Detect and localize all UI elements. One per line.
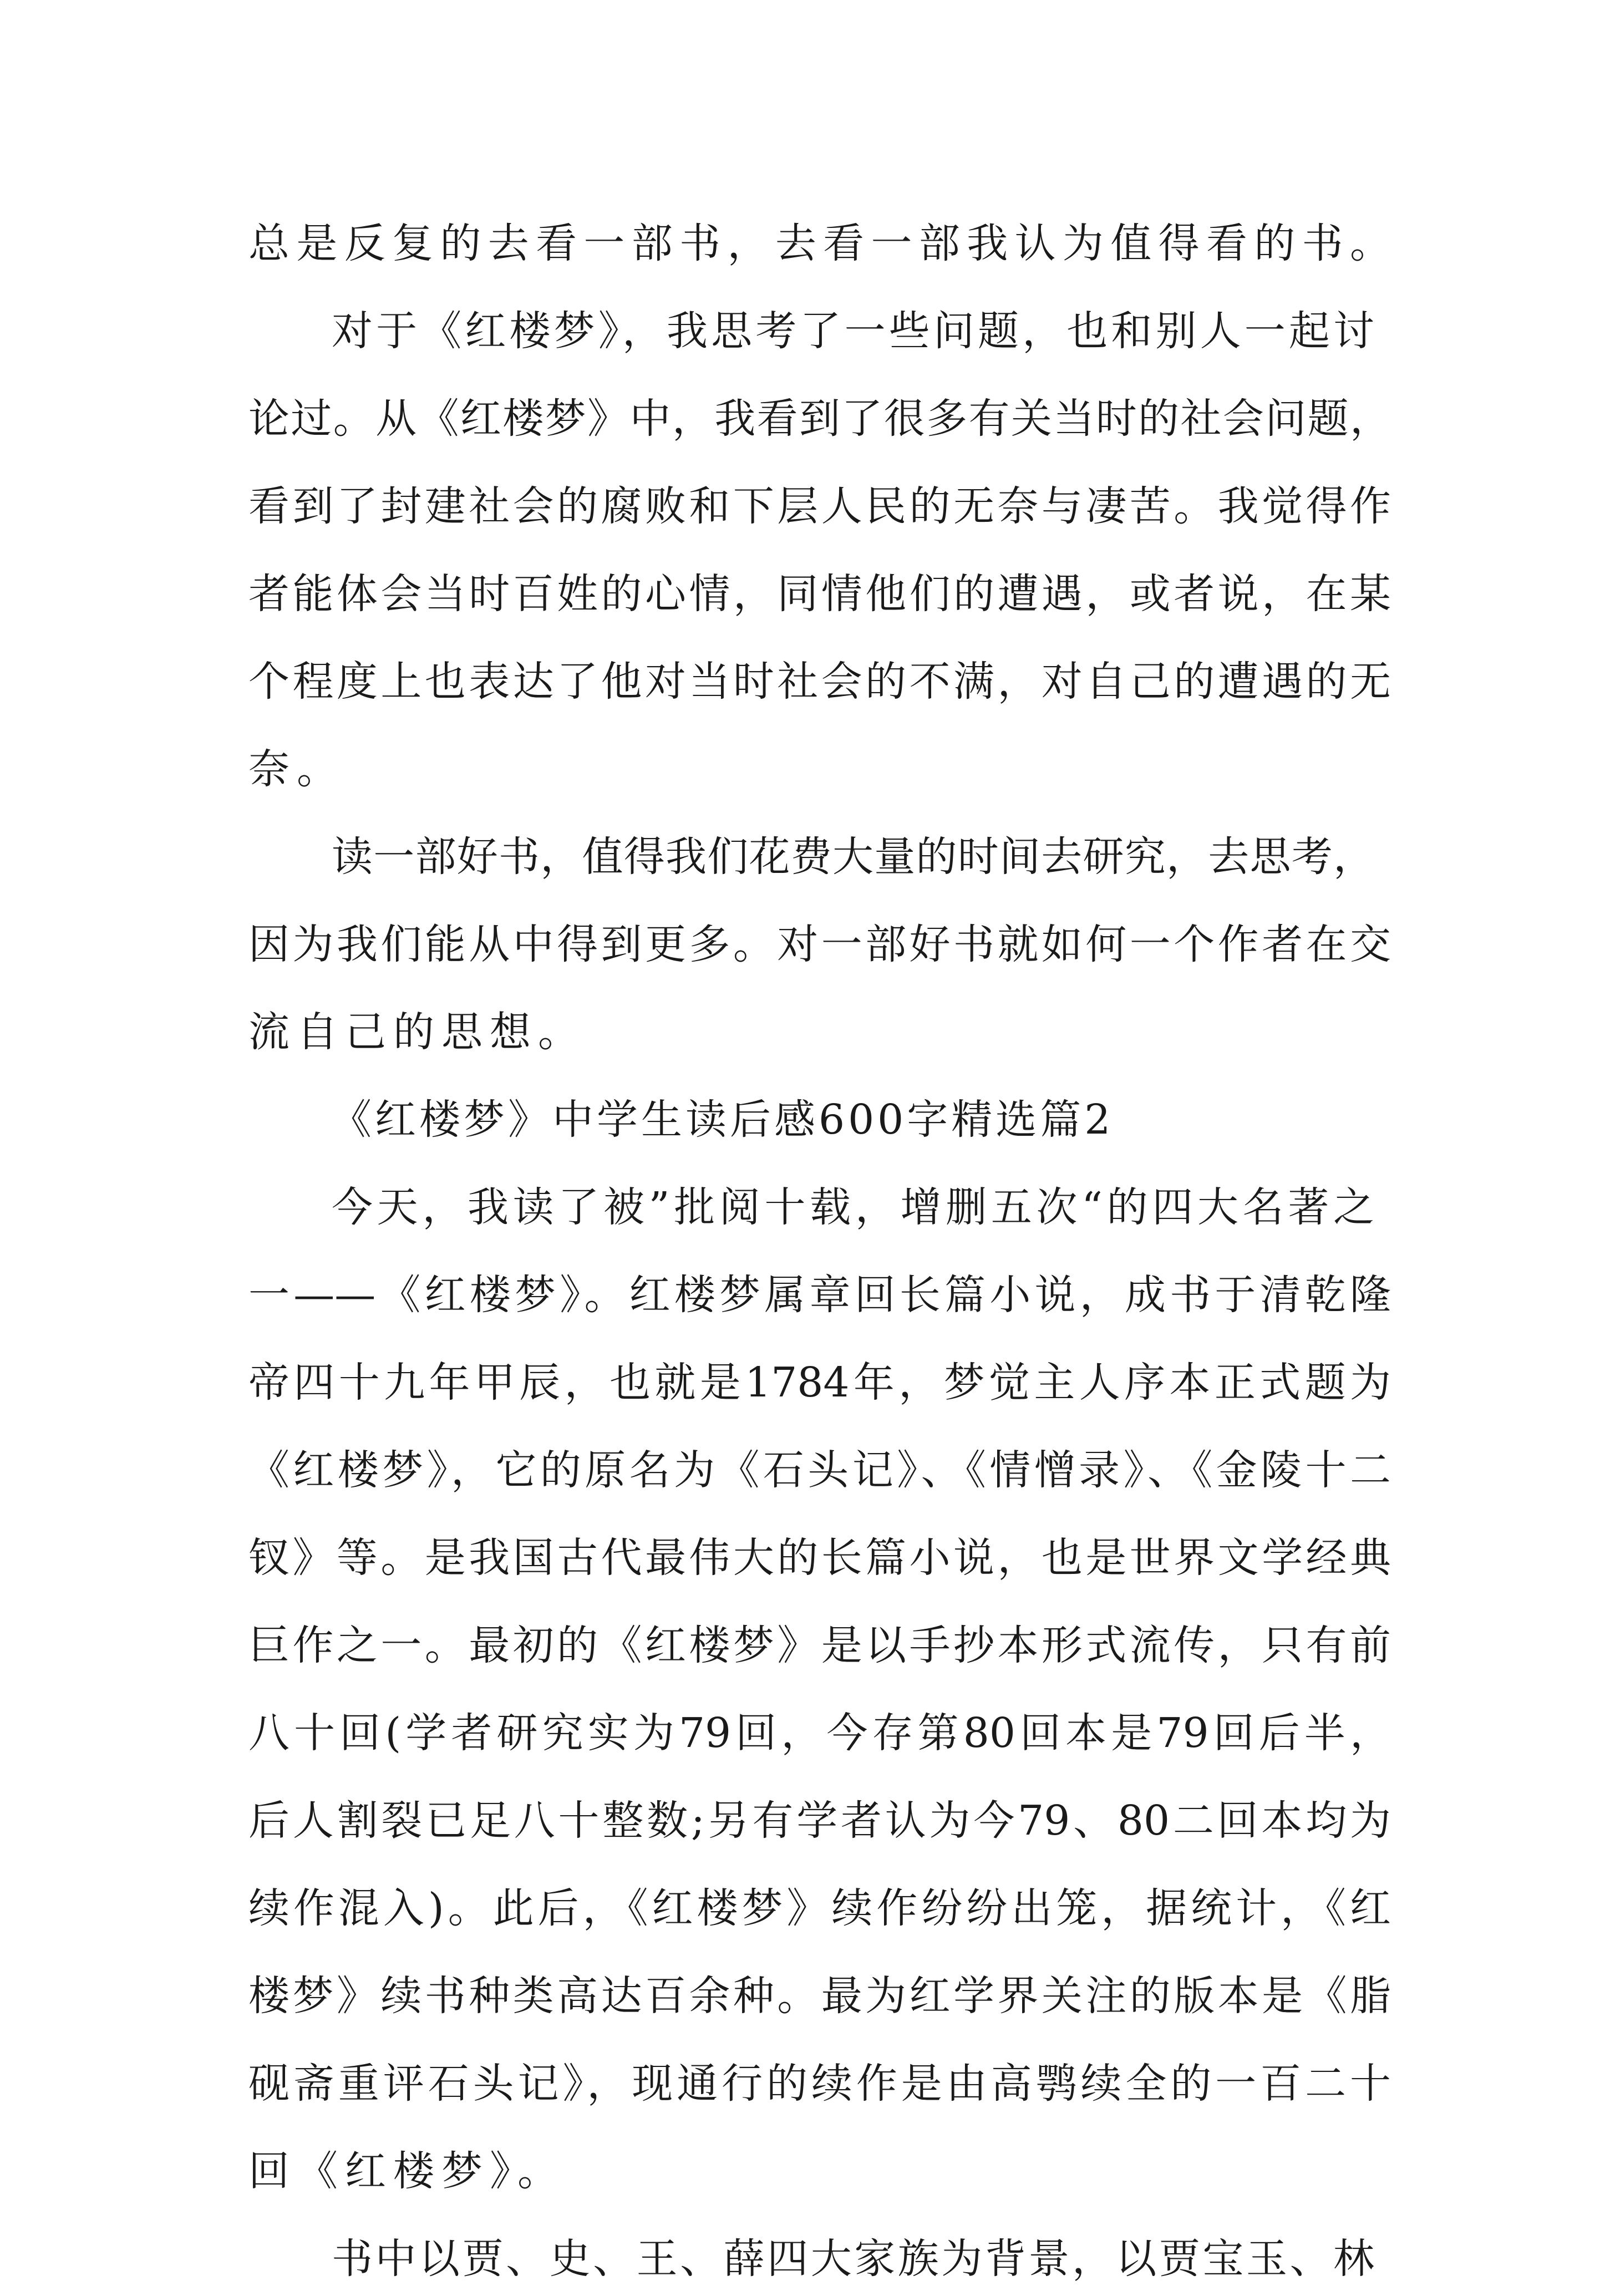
text-line-24: 书中以贾、史、王、薛四大家族为背景，以贾宝玉、林: [332, 2235, 1374, 2283]
text-line-4: 看到了封建社会的腐败和下层人民的无奈与凄苦。我觉得作: [248, 482, 1391, 530]
text-line-21: 楼梦》续书种类高达百余种。最为红学界关注的版本是《脂: [248, 1972, 1391, 2020]
text-line-1: 总是反复的去看一部书，去看一部我认为值得看的书。: [248, 220, 1391, 267]
text-line-3: 论过。从《红楼梦》中，我看到了很多有关当时的社会问题，: [248, 395, 1391, 443]
text-line-14: 帝四十九年甲辰，也就是1784年，梦觉主人序本正式题为: [248, 1359, 1391, 1406]
text-line-6: 个程度上也表达了他对当时社会的不满，对自己的遭遇的无: [248, 658, 1391, 705]
text-line-7: 奈。: [248, 745, 345, 793]
text-line-22: 砚斋重评石头记》，现通行的续作是由高鹗续全的一百二十: [248, 2060, 1391, 2107]
section-heading: 《红楼梦》中学生读后感600字精选篇2: [331, 1096, 1114, 1144]
text-line-5: 者能体会当时百姓的心情，同情他们的遭遇，或者说，在某: [248, 570, 1391, 618]
text-line-23: 回《红楼梦》。: [248, 2147, 566, 2195]
text-line-2: 对于《红楼梦》，我思考了一些问题，也和别人一起讨: [332, 307, 1374, 355]
text-line-16: 钗》等。是我国古代最伟大的长篇小说，也是世界文学经典: [248, 1534, 1391, 1582]
text-line-20: 续作混入)。此后，《红楼梦》续作纷纷出笼，据统计，《红: [248, 1884, 1391, 1932]
text-line-17: 巨作之一。最初的《红楼梦》是以手抄本形式流传，只有前: [248, 1622, 1391, 1669]
text-line-9: 因为我们能从中得到更多。对一部好书就如何一个作者在交: [248, 921, 1391, 968]
text-line-18: 八十回(学者研究实为79回，今存第80回本是79回后半，: [248, 1709, 1391, 1757]
text-line-19: 后人割裂已足八十整数;另有学者认为今79、80二回本均为: [248, 1797, 1391, 1845]
text-line-8: 读一部好书，值得我们花费大量的时间去研究，去思考，: [332, 833, 1374, 881]
text-line-12: 今天，我读了被”批阅十载，增删五次“的四大名著之: [332, 1183, 1374, 1231]
text-line-10: 流自己的思想。: [248, 1008, 586, 1056]
text-line-13: 一——《红楼梦》。红楼梦属章回长篇小说，成书于清乾隆: [248, 1271, 1391, 1319]
text-line-15: 《红楼梦》，它的原名为《石头记》、《情憎录》、《金陵十二: [248, 1446, 1391, 1494]
